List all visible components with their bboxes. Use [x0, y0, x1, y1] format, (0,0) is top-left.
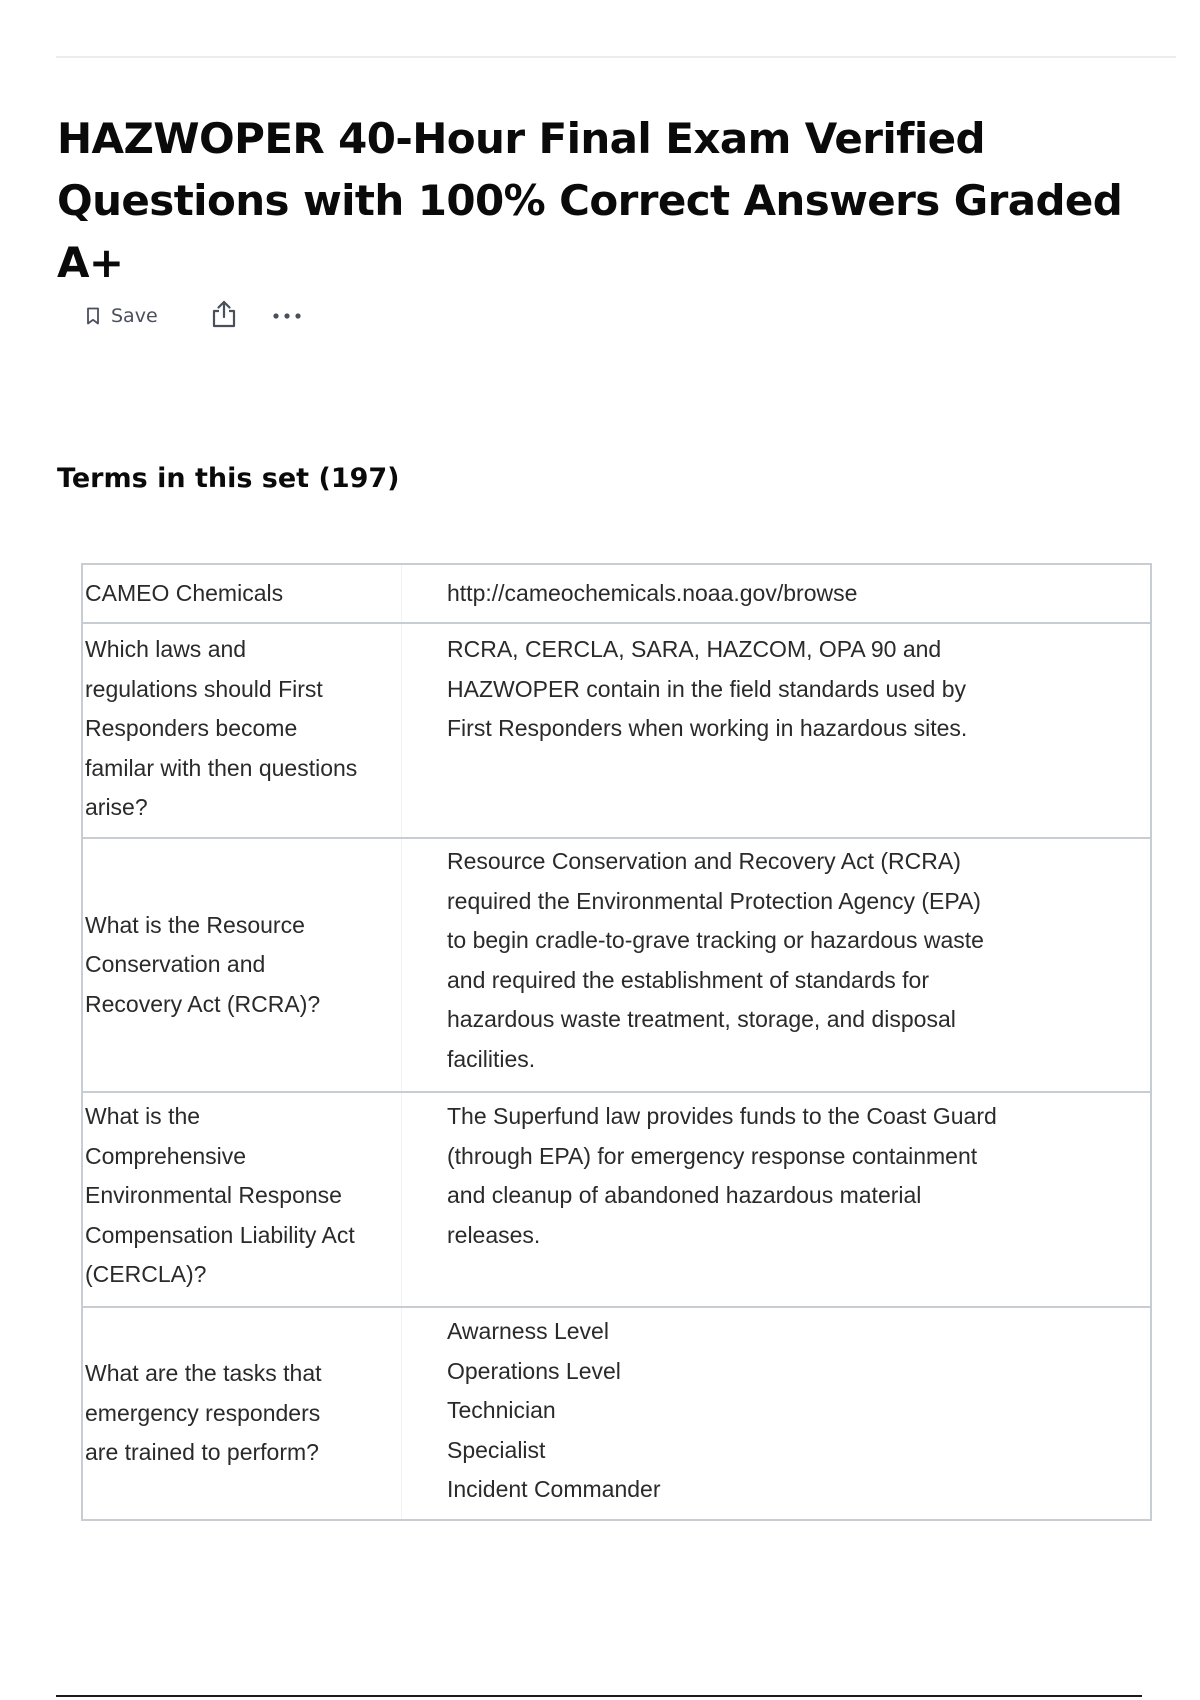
term-cell	[83, 1308, 402, 1519]
definition-text: Awarness Level Operations Level Technician Specialist Incident Commander	[447, 1318, 661, 1502]
term-row	[83, 622, 1150, 837]
definition-cell	[402, 624, 1150, 837]
save-label: Save	[111, 305, 158, 327]
definition-cell	[402, 565, 1150, 622]
term-text: What is the Comprehensive Environmental Response Compensation Liability Act (CERCLA)?	[85, 1103, 355, 1287]
definition-text: RCRA, CERCLA, SARA, HAZCOM, OPA 90 and HAZWOPER contain in the field standards used by First Responders when working in hazardous sites.	[447, 636, 968, 741]
term-cell	[83, 1093, 402, 1306]
term-text: CAMEO Chemicals	[85, 579, 284, 606]
term-text: What is the Resource Conservation and Recovery Act (RCRA)?	[85, 911, 321, 1017]
term-cell	[83, 839, 402, 1091]
page-title: HAZWOPER 40-Hour Final Exam Verified Questions with 100% Correct Answers Graded A+	[57, 114, 1123, 287]
definition-text: http://cameochemicals.noaa.gov/browse	[447, 580, 858, 606]
term-cell	[83, 565, 402, 622]
definition-cell	[402, 839, 1150, 1091]
term-row	[83, 837, 1150, 1091]
definition-cell	[402, 1308, 1150, 1519]
share-button[interactable]	[210, 299, 238, 334]
term-text: What are the tasks that emergency responders are trained to perform?	[85, 1360, 322, 1466]
top-divider	[56, 56, 1176, 58]
bookmark-icon	[86, 307, 100, 325]
term-text: Which laws and regulations should First Responders become familar with then questions arise?	[85, 636, 358, 820]
term-row	[83, 565, 1150, 622]
terms-table	[81, 563, 1152, 1521]
definition-text: Resource Conservation and Recovery Act (RCRA) required the Environmental Protection Agency (EPA) to begin cradle-to-grave tracking or hazardous waste and required the establishment of standards for hazardous waste treatment, storage, and disposal facilities.	[447, 848, 984, 1072]
terms-heading: Terms in this set (197)	[57, 463, 400, 494]
save-button[interactable]	[86, 305, 158, 327]
bottom-divider	[56, 1695, 1142, 1697]
term-row	[83, 1306, 1150, 1519]
more-options-button[interactable]	[272, 307, 302, 325]
term-row	[83, 1091, 1150, 1306]
more-options-icon	[272, 307, 302, 325]
term-cell	[83, 624, 402, 837]
toolbar	[86, 296, 302, 336]
share-icon	[210, 299, 238, 334]
definition-text: The Superfund law provides funds to the Coast Guard (through EPA) for emergency response containment and cleanup of abandoned hazardous material releases.	[447, 1103, 997, 1248]
definition-cell	[402, 1093, 1150, 1306]
